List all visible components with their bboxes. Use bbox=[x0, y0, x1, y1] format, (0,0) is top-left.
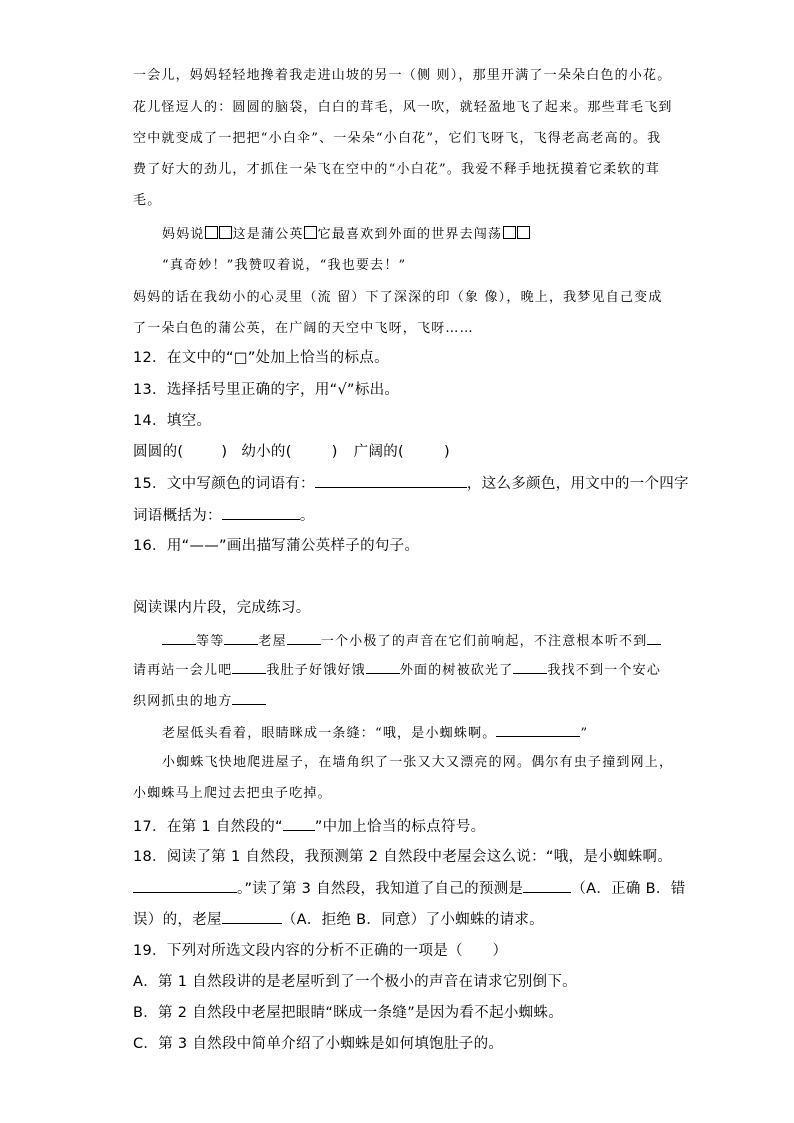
q18-l3-b: （A．拒绝 B．同意）了小蜘蛛的请求。 bbox=[281, 912, 544, 928]
q17-suffix: ”中加上恰当的标点符号。 bbox=[314, 819, 486, 835]
fill-c-open: 广阔的( bbox=[353, 444, 405, 460]
q18-l2-b: （A．正确 B．错 bbox=[571, 881, 686, 897]
question-14: 14．填空。 bbox=[133, 413, 212, 429]
question-12: 12．在文中的“□”处加上恰当的标点。 bbox=[133, 350, 389, 366]
q18-l2-a: 。”读了第 3 自然段，我知道了自己的预测是 bbox=[237, 881, 524, 897]
s2-l2-c: 外面的树被砍光了 bbox=[399, 663, 514, 678]
fill-b-close: ) bbox=[331, 444, 338, 460]
punct-blank[interactable] bbox=[513, 659, 547, 674]
passage1-line6 bbox=[162, 225, 530, 245]
q17-prefix: 17．在第 1 自然段的“ bbox=[133, 819, 283, 835]
s2-l3: 织网抓虫的地方 bbox=[133, 694, 233, 709]
line6-part-b: 这是蒲公英 bbox=[232, 227, 304, 242]
question-19-option-c[interactable]: C．第 3 自然段中简单介绍了小蜘蛛是如何填饱肚子的。 bbox=[133, 1036, 504, 1052]
question-16: 16．用“——”画出描写蒲公英样子的句子。 bbox=[133, 538, 420, 554]
passage1-line2: 花儿怪逗人的：圆圆的脑袋，白白的茸毛，风一吹，就轻盈地飞了起来。那些茸毛飞到 bbox=[133, 100, 673, 115]
section2-line4 bbox=[162, 722, 588, 744]
passage1-line4: 费了好大的劲儿，才抓住一朵飞在空中的“小白花”。我爱不释手地抚摸着它柔软的茸 bbox=[133, 162, 660, 177]
s2-l1-b: 老屋 bbox=[258, 634, 287, 649]
line6-part-a: 妈妈说 bbox=[162, 227, 205, 242]
s2-l4: 老屋低头看着，眼睛眯成一条缝：“哦，是小蜘蛛啊。 bbox=[162, 726, 497, 741]
question-19-option-a[interactable]: A．第 1 自然段讲的是老屋听到了一个极小的声音在请求它别倒下。 bbox=[133, 974, 577, 990]
answer-blank[interactable] bbox=[496, 722, 580, 737]
q15-blank-colors[interactable] bbox=[315, 473, 467, 488]
punct-box[interactable] bbox=[517, 226, 530, 239]
punct-blank[interactable] bbox=[224, 630, 258, 645]
punct-box[interactable] bbox=[304, 226, 317, 239]
fill-b-open: 幼小的( bbox=[241, 444, 292, 460]
fill-a-close: ) bbox=[221, 444, 228, 460]
s2-l2-d: 我找不到一个安心 bbox=[547, 663, 662, 678]
punct-blank[interactable] bbox=[232, 690, 266, 705]
passage1-line9: 了一朵白色的蒲公英，在广阔的天空中飞呀，飞呀…… bbox=[133, 321, 474, 336]
punct-box[interactable] bbox=[503, 226, 516, 239]
fill-c-close: ) bbox=[444, 444, 450, 460]
section2-line3 bbox=[133, 690, 266, 712]
section2-line1 bbox=[162, 630, 661, 652]
s2-l2-b: 我肚子好饿好饿 bbox=[266, 663, 366, 678]
punct-box[interactable] bbox=[205, 226, 218, 239]
q17-blank bbox=[283, 816, 315, 831]
q15-blank-idiom[interactable] bbox=[222, 505, 300, 520]
q18-blank-prediction[interactable] bbox=[523, 878, 571, 893]
question-18-line2 bbox=[133, 878, 686, 899]
q15-line2-prefix: 词语概括为： bbox=[133, 508, 222, 524]
s2-l1-c: 一个小极了的声音在它们前响起，不注意根本听不到 bbox=[320, 634, 648, 649]
line6-part-c: 它最喜欢到外面的世界去闯荡 bbox=[317, 227, 503, 242]
section2-line6: 小蜘蛛马上爬过去把虫子吃掉。 bbox=[133, 786, 332, 801]
punct-blank[interactable] bbox=[366, 659, 400, 674]
passage1-line5: 毛。 bbox=[133, 193, 162, 208]
q15-line2-suffix: 。 bbox=[299, 508, 315, 524]
question-13: 13．选择括号里正确的字，用“√”标出。 bbox=[133, 382, 400, 398]
fill-a-open: 圆圆的( bbox=[133, 444, 184, 460]
q15-prefix: 15．文中写颜色的词语有： bbox=[133, 476, 315, 492]
question-19-option-b[interactable]: B．第 2 自然段中老屋把眼睛“眯成一条缝”是因为看不起小蜘蛛。 bbox=[133, 1005, 564, 1021]
punct-blank[interactable] bbox=[647, 630, 661, 645]
passage1-line3: 空中就变成了一把把“小白伞”、一朵朵“小白花”，它们飞呀飞，飞得老高老高的。我 bbox=[133, 131, 662, 146]
s2-l1-a: 等等 bbox=[196, 634, 225, 649]
section2-line2 bbox=[133, 659, 661, 681]
section2-line5: 小蜘蛛飞快地爬进屋子，在墙角织了一张又大又漂亮的网。偶尔有虫子撞到网上， bbox=[162, 755, 674, 770]
passage1-line7: “真奇妙！”我赞叹着说，“我也要去！” bbox=[162, 258, 407, 273]
passage1-line1: 一会儿，妈妈轻轻地搀着我走进山坡的另一（侧 则），那里开满了一朵朵白色的小花。 bbox=[133, 68, 672, 83]
q18-l3-a: 误）的，老屋 bbox=[133, 912, 222, 928]
q18-blank-choice[interactable] bbox=[222, 909, 282, 924]
passage1-line8: 妈妈的话在我幼小的心灵里（流 留）下了深深的印（象 像），晚上，我梦见自己变成 bbox=[133, 290, 663, 305]
punct-blank[interactable] bbox=[232, 659, 266, 674]
s2-l4-end: ” bbox=[580, 726, 589, 741]
question-18-line1: 18．阅读了第 1 自然段，我预测第 2 自然段中老屋会这么说：“哦，是小蜘蛛啊。 bbox=[133, 849, 673, 865]
s2-l2-a: 请再站一会儿吧 bbox=[133, 663, 233, 678]
question-19-stem: 19．下列对所选文段内容的分析不正确的一项是（ ） bbox=[133, 943, 508, 959]
section2-intro: 阅读课内片段，完成练习。 bbox=[133, 600, 311, 616]
question-15-line2 bbox=[133, 505, 315, 526]
question-17 bbox=[133, 816, 485, 837]
question-15-line1 bbox=[133, 473, 689, 494]
punct-blank[interactable] bbox=[162, 630, 196, 645]
question-14-fill bbox=[133, 442, 450, 462]
question-18-line3 bbox=[133, 909, 544, 930]
punct-blank[interactable] bbox=[287, 630, 321, 645]
q15-middle: ，这么多颜色，用文中的一个四字 bbox=[466, 476, 689, 492]
q18-blank-speech[interactable] bbox=[133, 878, 237, 893]
punct-box[interactable] bbox=[219, 226, 232, 239]
